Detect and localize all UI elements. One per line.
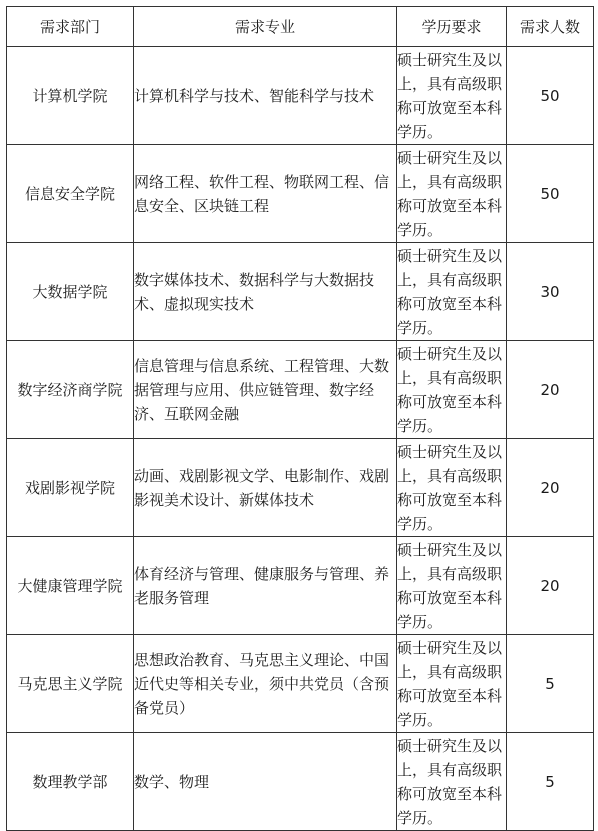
count-cell: 20 — [507, 537, 594, 635]
major-cell: 思想政治教育、马克思主义理论、中国近代史等相关专业，须中共党员（含预备党员） — [134, 635, 397, 733]
header-major: 需求专业 — [134, 7, 397, 47]
education-cell — [397, 733, 507, 831]
education-text: 硕士研究生及以上，具有高级职称可放宽至本科学历。 — [397, 737, 503, 827]
count-cell: 5 — [507, 733, 594, 831]
education-cell — [397, 145, 507, 243]
education-cell — [397, 635, 507, 733]
education-text: 硕士研究生及以上，具有高级职称可放宽至本科学历。 — [397, 639, 503, 729]
major-cell: 体育经济与管理、健康服务与管理、养老服务管理 — [134, 537, 397, 635]
education-text: 硕士研究生及以上，具有高级职称可放宽至本科学历。 — [397, 247, 503, 337]
education-text: 硕士研究生及以上，具有高级职称可放宽至本科学历。 — [397, 345, 503, 435]
table-row — [7, 733, 594, 831]
header-dept: 需求部门 — [7, 7, 134, 47]
table-row — [7, 341, 594, 439]
education-text: 硕士研究生及以上，具有高级职称可放宽至本科学历。 — [397, 149, 503, 239]
header-education: 学历要求 — [397, 7, 507, 47]
table-row — [7, 145, 594, 243]
education-cell — [397, 47, 507, 145]
table-header-row — [7, 7, 594, 47]
education-text: 硕士研究生及以上，具有高级职称可放宽至本科学历。 — [397, 541, 503, 631]
table-row — [7, 439, 594, 537]
table-row — [7, 243, 594, 341]
count-cell: 5 — [507, 635, 594, 733]
count-cell: 30 — [507, 243, 594, 341]
education-text: 硕士研究生及以上，具有高级职称可放宽至本科学历。 — [397, 51, 503, 141]
major-cell: 信息管理与信息系统、工程管理、大数据管理与应用、供应链管理、数字经济、互联网金融 — [134, 341, 397, 439]
dept-cell: 戏剧影视学院 — [7, 439, 134, 537]
table-row — [7, 635, 594, 733]
major-cell: 网络工程、软件工程、物联网工程、信息安全、区块链工程 — [134, 145, 397, 243]
major-cell: 动画、戏剧影视文学、电影制作、戏剧影视美术设计、新媒体技术 — [134, 439, 397, 537]
dept-cell: 马克思主义学院 — [7, 635, 134, 733]
dept-cell: 数理教学部 — [7, 733, 134, 831]
table-row — [7, 537, 594, 635]
dept-cell: 大数据学院 — [7, 243, 134, 341]
major-cell: 计算机科学与技术、智能科学与技术 — [134, 47, 397, 145]
count-cell: 20 — [507, 439, 594, 537]
table-row — [7, 47, 594, 145]
count-cell: 50 — [507, 145, 594, 243]
dept-cell: 计算机学院 — [7, 47, 134, 145]
education-cell — [397, 243, 507, 341]
education-cell — [397, 537, 507, 635]
major-cell: 数字媒体技术、数据科学与大数据技术、虚拟现实技术 — [134, 243, 397, 341]
dept-cell: 大健康管理学院 — [7, 537, 134, 635]
education-cell — [397, 439, 507, 537]
recruitment-table — [6, 6, 594, 831]
dept-cell: 数字经济商学院 — [7, 341, 134, 439]
header-count: 需求人数 — [507, 7, 594, 47]
count-cell: 50 — [507, 47, 594, 145]
count-cell: 20 — [507, 341, 594, 439]
dept-cell: 信息安全学院 — [7, 145, 134, 243]
education-text: 硕士研究生及以上，具有高级职称可放宽至本科学历。 — [397, 443, 503, 533]
education-cell — [397, 341, 507, 439]
major-cell: 数学、物理 — [134, 733, 397, 831]
